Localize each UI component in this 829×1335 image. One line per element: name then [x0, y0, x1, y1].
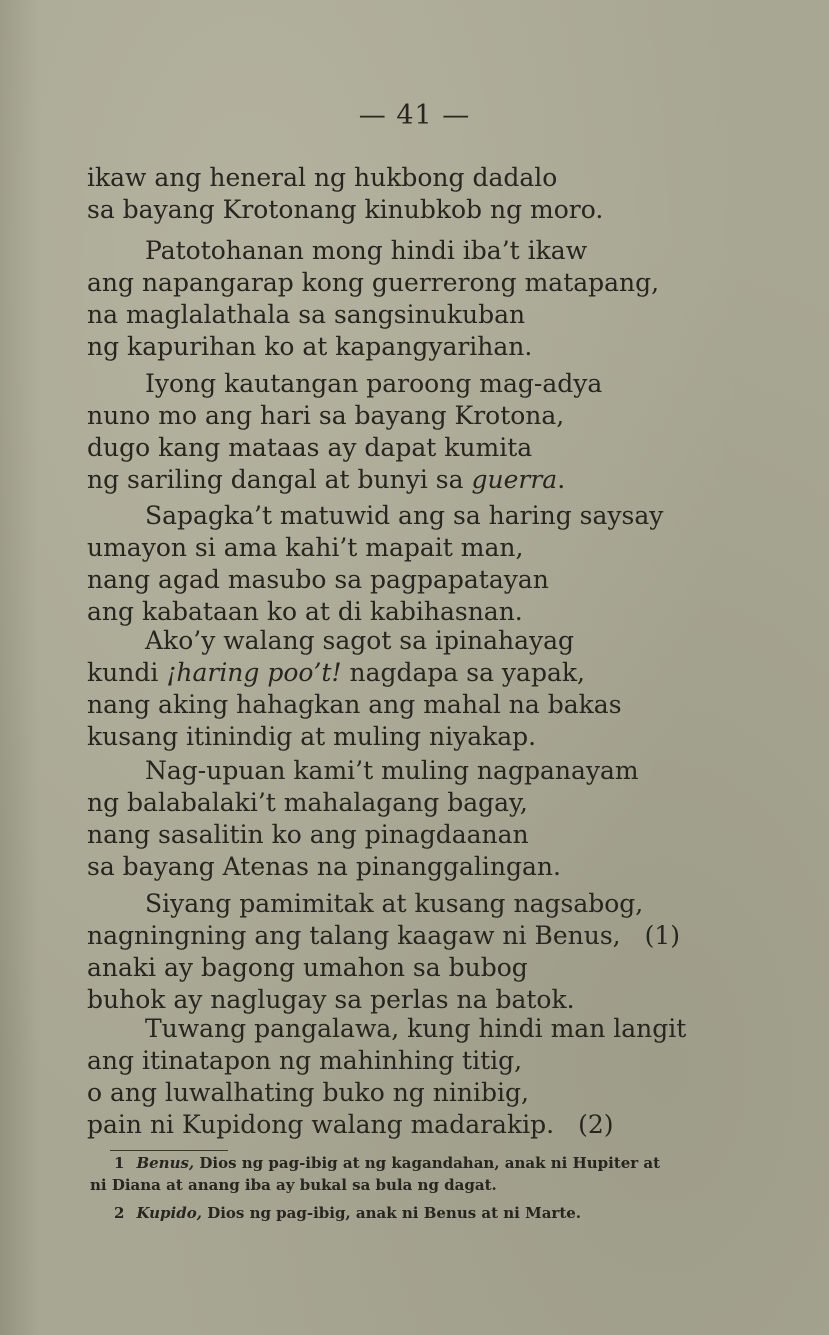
- verse-line: ikaw ang heneral ng hukbong dadalo: [87, 163, 558, 192]
- verse-line: sa bayang Atenas na pinanggalingan.: [87, 852, 561, 881]
- italic-word: guerra: [471, 465, 558, 494]
- verse-text: nagdapa sa yapak,: [349, 658, 585, 687]
- verse-line: umayon si ama kahi’t mapait man,: [87, 533, 524, 562]
- footnote-term: Kupido,: [136, 1204, 202, 1222]
- stanza: [87, 755, 787, 883]
- verse-line: Sapagka’t matuwid ang sa haring saysay: [145, 501, 664, 530]
- verse-line: nang aking hahagkan ang mahal na bakas: [87, 690, 622, 719]
- footnote-number: 2: [114, 1204, 125, 1222]
- verse-line: [87, 920, 787, 952]
- verse-text: kundi: [87, 658, 159, 687]
- verse-text: ng sariling dangal at bunyi sa: [87, 465, 464, 494]
- verse-text: nagningning ang talang kaagaw ni Benus,: [87, 921, 621, 950]
- footnote: [90, 1152, 770, 1196]
- verse-line: sa bayang Krotonang kinubkob ng moro.: [87, 195, 604, 224]
- verse-line: nang sasalitin ko ang pinagdaanan: [87, 820, 529, 849]
- footnote: [90, 1202, 770, 1224]
- verse-line: ang itinatapon ng mahinhing titig,: [87, 1046, 523, 1075]
- footnote-text: Dios ng pag-ibig, anak ni Benus at ni Marte.: [207, 1204, 582, 1222]
- footnote-divider: [110, 1150, 228, 1151]
- verse-line: ang napangarap kong guerrerong matapang,: [87, 268, 660, 297]
- verse-line: ang kabataan ko at di kabihasnan.: [87, 597, 523, 626]
- stanza: [87, 235, 787, 363]
- italic-exclamation: ¡haring poo’t!: [166, 658, 342, 687]
- verse-line: ng kapurihan ko at kapangyarihan.: [87, 332, 533, 361]
- footnote-term: Benus,: [136, 1154, 195, 1172]
- verse-line: nuno mo ang hari sa bayang Krotona,: [87, 401, 565, 430]
- punctuation: .: [557, 465, 566, 494]
- verse-line: Patotohanan mong hindi iba’t ikaw: [145, 236, 588, 265]
- verse-line: Nag-upuan kami’t muling nagpanayam: [145, 756, 639, 785]
- stanza: [87, 1013, 787, 1141]
- footnote-marker: (1): [644, 921, 681, 950]
- footnote-marker: (2): [578, 1110, 614, 1139]
- verse-line: ng balabalaki’t mahalagang bagay,: [87, 788, 528, 817]
- footnotes: [90, 1152, 770, 1224]
- verse-line: Iyong kautangan paroong mag-adya: [145, 369, 603, 398]
- stanza: [87, 162, 787, 226]
- verse-line: Tuwang pangalawa, kung hindi man langit: [145, 1014, 687, 1043]
- stanza: [87, 500, 787, 628]
- verse-line: buhok ay naglugay sa perlas na batok.: [87, 985, 575, 1014]
- verse-line: nang agad masubo sa pagpapatayan: [87, 565, 549, 594]
- verse-line: anaki ay bagong umahon sa bubog: [87, 953, 528, 982]
- verse-text: pain ni Kupidong walang madarakip.: [87, 1110, 555, 1139]
- footnote-text-continued: ni Diana at anang iba ay bukal sa bula ng dagat.: [90, 1176, 497, 1194]
- stanza: [87, 625, 787, 753]
- verse-line: kusang itinindig at muling niyakap.: [87, 722, 537, 751]
- verse-line: na maglalathala sa sangsinukuban: [87, 300, 526, 329]
- verse-line: [87, 464, 787, 496]
- verse-line: [87, 1109, 787, 1141]
- stanza: [87, 888, 787, 1016]
- footnote-text: Dios ng pag-ibig at ng kagandahan, anak ni Hupiter at: [199, 1154, 661, 1172]
- page-number: — 41 —: [358, 100, 471, 131]
- stanza: [87, 368, 787, 496]
- verse-line: [87, 657, 787, 689]
- verse-line: Siyang pamimitak at kusang nagsabog,: [145, 889, 644, 918]
- verse-line: Ako’y walang sagot sa ipinahayag: [145, 626, 575, 655]
- verse-line: o ang luwalhating buko ng ninibig,: [87, 1078, 529, 1107]
- footnote-number: 1: [114, 1154, 125, 1172]
- verse-line: dugo kang mataas ay dapat kumita: [87, 433, 533, 462]
